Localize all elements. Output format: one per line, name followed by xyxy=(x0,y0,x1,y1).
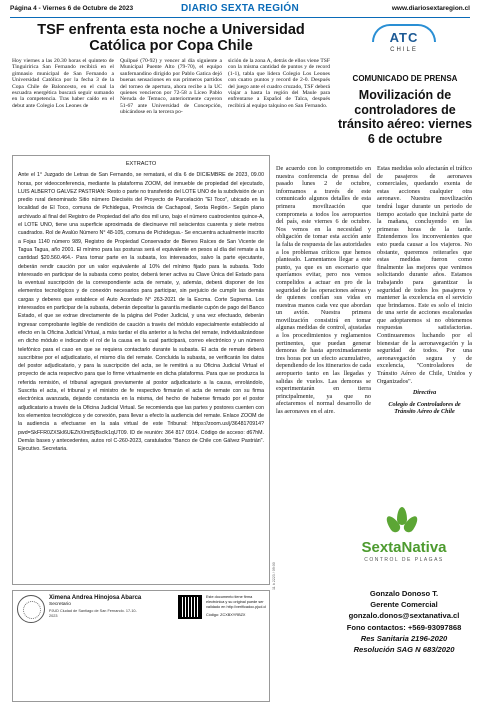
sextanativa-name: SextaNativa xyxy=(361,539,447,556)
header-divider xyxy=(10,17,470,18)
legal-extract xyxy=(12,155,270,585)
signer-role: Secretario xyxy=(49,602,71,607)
qr-description: Este documento tiene firma electrónica y su original puede ser validado en http://verificadoc.pjud.cl xyxy=(206,595,267,609)
atc-logo xyxy=(338,22,470,62)
seal-icon xyxy=(17,595,45,623)
vertical-code: 11 b 2223 / 09:00 xyxy=(272,562,276,590)
signature-footer xyxy=(12,590,270,702)
leaf-icon xyxy=(388,505,416,537)
qr-validation-code: Código: ZCXBXYRBZX xyxy=(206,613,246,617)
article-column: Hoy viernes a las 20.30 horas el quinteto de Tinguiririca San Fernando recibirá en el gimnasio municipal de San Fernando a Universidad Católica por la fecha 3 de la Copa Chile de Baloncesto, en el cual la escuadra energética buscará seguir sumando en la competencia. Tras haber caído en el debut ante Colegio Los Leones de xyxy=(12,58,114,109)
newspaper-name: DIARIO SEXTA REGIÓN xyxy=(181,3,299,14)
article-body xyxy=(12,58,330,150)
atc-logo-text: ATC xyxy=(389,30,419,45)
sag-resolution: Resolución SAG N 683/2020 xyxy=(353,645,455,655)
article-headline: TSF enfrenta esta noche a Universidad Católica por Copa Chile xyxy=(37,22,305,54)
press-signoff-org: Colegio de Controladores de Tránsito Aéreo de Chile xyxy=(388,400,461,416)
press-signoff-directiva: Directiva xyxy=(412,389,437,397)
contact-role: Gerente Comercial xyxy=(370,600,438,610)
page-header xyxy=(0,0,480,18)
qr-code-icon xyxy=(178,595,202,619)
contact-phone: Fono contactos: +569-93097868 xyxy=(346,622,462,632)
press-column xyxy=(377,165,472,490)
press-kicker: COMUNICADO DE PRENSA xyxy=(352,74,458,83)
press-headline: Movilización de controladores de tránsito aéreo: viernes 6 de octubre xyxy=(337,88,473,146)
sextanativa-tagline: CONTROL DE PLAGAS xyxy=(364,557,444,563)
press-body xyxy=(276,165,472,490)
website-url: www.diariosextaregion.cl xyxy=(391,5,470,12)
press-column: De acuerdo con lo comprometido en nuestra conferencia de prensa del pasado lunes 2 de octubre, informamos a través de este comunicado algunos detalles de esta primera movilización que comprometa a todos los aeropuertos del país, este viernes 6 de octubre. Nos vemos en la necesidad y obligación de tomar esta acción ante la falta de respuesta de las autoridades a los problemas críticos que hemos planteado. Lamentamos llegar a este punto, ya que es un escenario que queríamos evitar, pero nos vemos compelidos a actuar en pro de la seguridad de las operaciones aéreas y de quienes confían sus vidas en nuestras manos cada vez que abordan un avión. Nuestra primera movilización consistirá en tomar algunas medidas de control, ajustadas a los procedimientos y reglamentos pertinentes, que puedan generar demoras de hasta aproximadamente tres horas por un efecto acumulativo, dependiendo de los itinerarios de cada aeropuerto tanto en las llegadas y salidas de vuelos. Las demoras se experimentarán en tierra principalmente, ya que no afectaremos el normal desarrollo de las aeronaves en el aire. xyxy=(276,165,371,415)
sextanativa-logo xyxy=(336,505,472,585)
page-date: Página 4 - Viernes 6 de Octubre de 2023 xyxy=(10,5,134,12)
sanitary-resolution: Res Sanitaria 2196-2020 xyxy=(360,633,448,643)
contact-name: Gonzalo Donoso T. xyxy=(369,589,439,598)
extract-body: Ante el 1° Juzgado de Letras de San Fernando, se rematará, el día 6 de DICIEMBRE de 2023, 09.00 horas, por videoconferencia, mediante la plataforma ZOOM, del inmueble de propiedad del ejecutado, LUIS ALBERTO GALVEZ PASTRIAN: Resto o parte no transferido del LOTE UNO de la subdivisión de un predio rural denominado Sitio número Dieciséis del Proyecto de Parcelación "El Toco", ubicado en la localidad de El Toco, comuna de Pichidegua, Provincia de Cachapoal, Sexta Región.- Según plano archivado al final del Registro de Propiedad del año dos mil uno, bajo el número cuatrocientos quince-A, el LOTE UNO, tiene una superficie aproximada de diecinueve mil seiscientos cuarenta y siete metros cuadrados. Rol de Avalúo Número N° 48-105, comuna de Pichidegua.- Se encuentra actualmente inscrito a Fojas 1140 número 989, Registro de Propiedad Conservador de Bienes Raíces de San Vicente de Tagua Tagua, año 2001. El mínimo para las posturas será el equivalente en pesos al día del remate a la cantidad $20.560.464.- Para tomar parte en la subasta, los interesados, salvo la parte ejecutante, deberán rendir caución por un valor equivalente al 10% del mínimo fijado para la subasta. Todo interesado en participar de la subasta como postor, deberá tener activa su Clave Única del Estado para la eventual suscripción de la correspondiente acta de remate, y, además, deberá disponer de los elementos tecnológicos y de conexión necesarios para participar, sin perjuicio de cumplir las demás cargas y deberes que establece el Auto Acordado N° 263-2021 de la Excma. Corte Suprema. Los interesados en participar de la subasta, deberán depositar la garantía mediante cupón de pago del Banco Estado, el que se extrae directamente de la página del Poder Judicial, y una vez efectuado, deberán ingresar comprobante legible de rendición de caución a través del módulo especialmente establecido al efecto en la Oficina Judicial Virtual, a más tardar el día anterior a la fecha del remate, individualizándose en dicho módulo e indicando el rol de la causa en la cual participará, correo electrónico y un número telefónico para el caso en que se requiera contactarlo durante la subasta. El acta de remate deberá suscribirse por el adjudicatario, el mismo día del remate. Concluida la subasta, se verificarán los datos del postor adjudicatario, y para la suscripción del acta, se le remitirá a su Oficina Judicial Virtual el proyecto de acta respectivo para que lo firme virtualmente en dicha plataforma. Para que se produzca la referida remisión, el tribunal agregará previamente al postor adjudicatario a la causa, enrolándolo, Suscrita el acta, el tribunal y el ministro de fe respectivo firmarán el acta de remate con su firma electrónica avanzada, dejando constancia en la misma, del hecho de haberse firmado por el postor adjudicatario a través de la Oficina Judicial Virtual. Se recomienda que las partes y postores cuenten con los elementos tecnológicos y de conexión, para llevar a efecto la audiencia del remate. Enlace ZOOM de la audiencia a efectuarse en la sala virtual de este Tribunal: https://zoom.us/j/3648170914?pwd=SkFFR0ZXSkl6UEZhXlmtSjBsclk1qUT09. ID de reunión: 364 817 0914. Código de acceso: d67hM. Demás bases y antecedentes, autos rol C-260-2023, caratulados "Banco de Chile con Gálvez Pastrián". Ejecutivo. Secretaria. xyxy=(18,172,264,453)
extract-title: EXTRACTO xyxy=(125,161,157,167)
article-column: sición de la zona A, detrás de ellos viene TSF con la misma cantidad de puntos y de record (1-1), tabla que lidera Colegio Los Leones con cuatro puntos y record de 2-0. Después del juego ante el cuadro cruzado, TSF deberá viajar a hasta la región del Maule para enfrentarse a Español de Talca, después recibirá al equipo talquino en San Fernando. xyxy=(228,58,330,109)
signer-meta: PJUD Ciudad de Santiago de San Fernando. 17-10-2023 xyxy=(49,609,137,618)
signer-name: Ximena Andrea Hinojosa Abarca xyxy=(49,595,142,601)
article-column: Quilpué (70-92) y vencer al día siguiente a Municipal Puente Alto (79-70), el equipo sanfernandino dirigido por Pablo Gatica dejó buenas sensaciones en sus primeros partidos del torneo de apertura, ahora recibe a la UC quienes vencieron por 72-58 a Liceo Pablo Neruda de Temuco, anteriormente cayeron 51-67 ante Universidad de Concepción, ubicándose en la tercera po- xyxy=(120,58,222,116)
atc-logo-sub: CHILE xyxy=(390,47,418,53)
contact-block xyxy=(330,588,478,655)
contact-email[interactable]: gonzalo.donos@sextanativa.cl xyxy=(348,611,460,621)
press-column-text: Estas medidas solo afectarán el tráfico de pasajeros de aeronaves comerciales, quedando exenta de estas acciones cualquier otra aeronave. Nuestra movilización tendrá lugar durante un periodo de tiempo acotado que incluirá parte de la mañana, concluyendo en las primeras horas de la tarde. Entendemos los inconvenientes que esto pueda causar a los viajeros. No obstante, queremos reiterarles que estas medidas fueron como finalmente las mejores que venimos solicitando durante años. Estamos trabajando para garantizar la seguridad de todos los pasajeros y mantener la excelencia en el servicio que brindamos. Este es solo el inicio de una serie de acciones escalonadas que adoptaremos si no obtenemos respuestas satisfactorias. Continuaremos luchando por el bienestar de la aeronavegación y la seguridad de todos. Por una aeronavegación segura y de excelencia, "Controladores de Tránsito Aéreo de Chile, Unidos y Organizados". xyxy=(377,165,472,385)
